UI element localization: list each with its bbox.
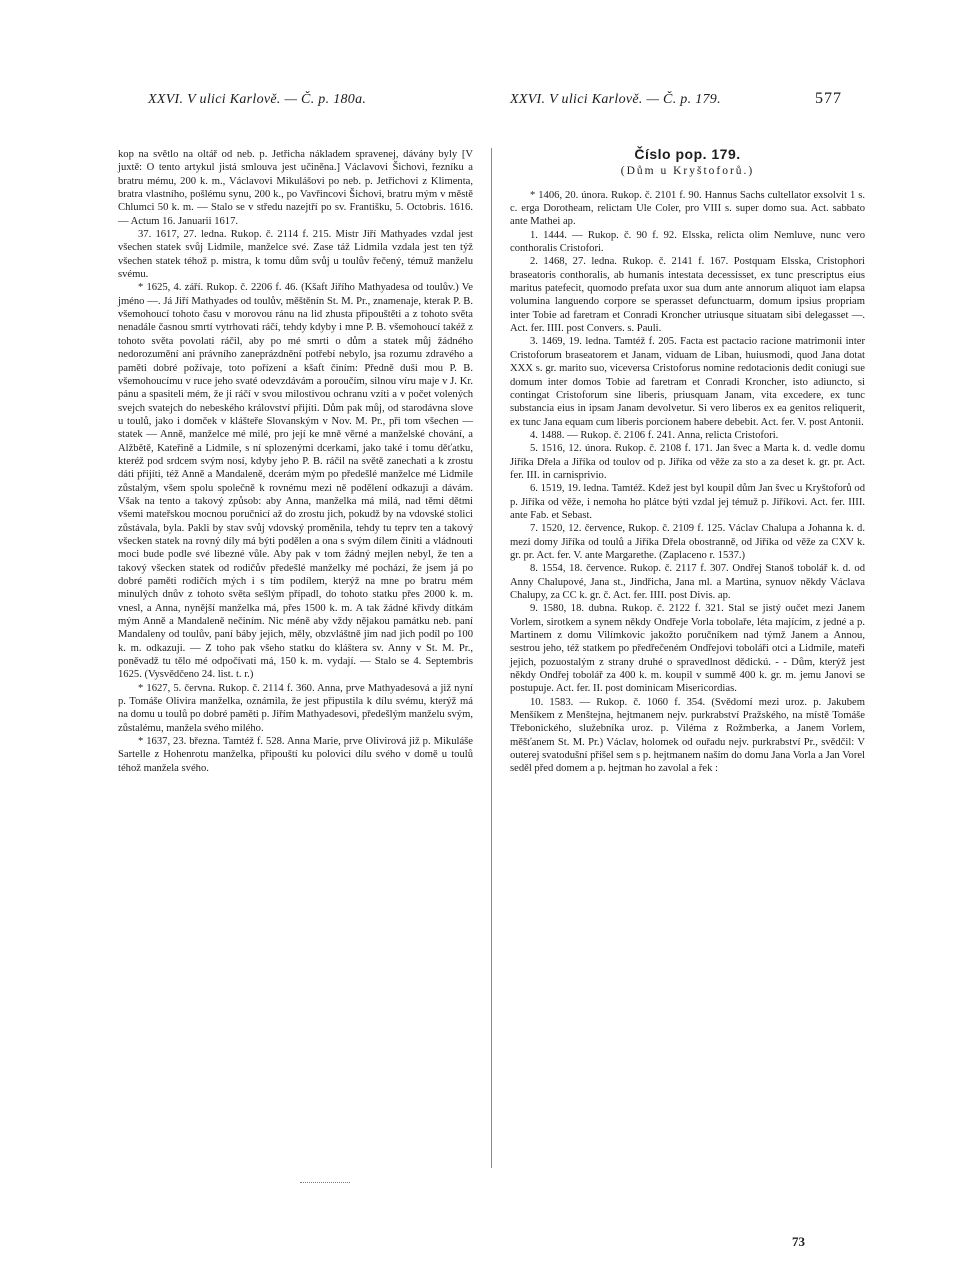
- right-paragraph: 6. 1519, 19. ledna. Tamtéž. Kdež jest byl koupil dům Jan švec u Kryštoforů od p. Jiříka od věže, i nemoha ho plátce býti vzdal jej témuž p. Jiříkovi. Act. fer. IIII. ante Fab. et Sebast.: [510, 483, 865, 521]
- left-paragraph: * 1625, 4. září. Rukop. č. 2206 f. 46. (Kšaft Jiřího Mathyadesa od toulův.) Ve jméno —. Já Jiří Mathyades od toulův, měštěnín St. M. Pr., znamenaje, kterak P. B. všemohoucí tohoto času v morovou ránu na lid zhusta připouštěti a z tohoto světa nenadále časnou smrtí vytrhovati ráčí, tehdy kdyby i mne P. B. všemohoucí takéž z tohoto světa povolati ráčil, aby po mé smrti o dům a statek můj žádného nedorozumění ani právního zaneprázdnění potřebí nebylo, jsa rozumu zdravého a paměti dobré požívaje, toto pořízení a kšaft činím: Předně duši mou P. B. všemohoucímu v ruce jeho svaté odevzdávám a poroučím, silnou víru maje v J. Kr. pánu a spasiteli mém, že ji ráčí v svou milostivou ochranu vzíti a v počet volených svejch svatejch do nebeského království přijíti. Dům pak můj, od starodávna slove u toulů, jako i domček v klášteře Slovanským v Nov. M. Pr., při tom všechen — statek — Anně, manželce mé milé, pro její ke mně věrné a manželské chování, a Alžbětě, Kateřině a Lidmile, s ní splozenými dcerkami, jako také i tomu děťatku, kteréž pod srdcem svým nosí, kdyby jeho P. B. ráčil na světě zanechati a k zrostu dáti přijíti, též Anně a Mandaleně, dcerám mým po předešlé manželce mé Lidmile zůstalým, všem spolu společně k rovnému mezi ně podělení odkazuji a dávám. Však na tento a takový způsob: aby Anna, manželka má milá, nad těmi dětmi všemi mateřskou mocnou poručnicí až do zrostu jich, pokudž by na vdovské stolici zůstávala, byla. Pakli by stav svůj vdovský proměnila, tehdy tu teprv ten a takový všecken statek na rovný díly má býti podělen a ona s svým dílem činiti a vládnouti moci bude podle své libezné vůle. Aby pak v tom žádný mejlen nebyl, že ten a takový všecken statek od rodičův předešlé manželky mé pochází, že jsem já po dobré paměti rodičích mých i s tím podílem, kterýž na mne po bratru mém minulých dnův z tohoto světa sešlým případl, do tohoto statku přes 2000 k. m. vnesl, a Anna, nynější manželka má, přes 1500 k. m. A tak žádné křivdy dítkám mým Anně a Mandaleně nečiním. Nic méně aby vždy nějakou památku neb. paní Mandaleny od toulův, paní báby jejich, měly, obzvláštně jim nad jich podíl po 100 k. m. odkazuji. — Z toho pak všeho statku do kláštera sv. Anny v St. M. Pr., poněvadž tu tělo mé odpočívati má, 150 k. m. vydají. — Stalo se 4. Septembris 1625. (Vysvědčeno 24. list. t. r.): [118, 282, 473, 681]
- running-header-left: XXVI. V ulici Karlově. — Č. p. 180a.: [148, 92, 367, 107]
- right-paragraph: 5. 1516, 12. února. Rukop. č. 2108 f. 171. Jan švec a Marta k. d. vedle domu Jiříka Dřela a Jiříka od toulov od p. Jiříka od věže za sto a za deset k. gr. pr. Act. fer. III. in carnisprivio.: [510, 443, 865, 481]
- right-paragraph: 4. 1488. — Rukop. č. 2106 f. 241. Anna, relicta Cristofori.: [530, 429, 779, 441]
- right-paragraph: 10. 1583. — Rukop. č. 1060 f. 354. (Svědomí mezi uroz. p. Jakubem Menšíkem z Menštejna, hejtmanem nejv. purkrabství Pražského, na místě Tomáše Třebonického, služebníka uroz. p. Viléma z Rožmberka, a Janem Vorlem, měšťanem St. M. Pr.) Václav, holomek od ouřadu nejv. purkrabství Pr., svědčil: V outerej svatodušní přišel sem s p. hejtmanem naším do domu Jana Vorla a Jan Vorel seděl před domem a p. hejtman ho zavolal a řek :: [510, 696, 865, 775]
- right-paragraph: 3. 1469, 19. ledna. Tamtéž f. 205. Facta est pactacio racione matrimonii inter Cristoforum braseatorem et Janam, viduam de Liban, huiusmodi, quod Jana dotat XXX s. gr. marito suo, viceversa Cristoforus nomine redotacionis dedit coniugi sue domum inter domos Tobie ad faretram et Conradi Kroncher, isto adiuncto, si contingat Cristoforum sine liberis, priusquam Janam, vita excedere, ex tunc substancia eius in ipsam Janam devolvetur. Si vero liberos ex ea genitos reliquerit, ex tunc Jana equam cum liberis porcionem habere debebit. Act. fer. V. post Antonii.: [510, 336, 865, 428]
- right-paragraph: 2. 1468, 27. ledna. Rukop. č. 2141 f. 167. Postquam Elsska, Cristophori braseatoris conthoralis, ab humanis intestata decessisset, ex tunc prescriptus eius maritus patefecit, quomodo prefata uxor sua dum ante annorum aliquot iam elapsa volumina languendo corpore se sperasset defunctuarm, domum ipsius propriam inter Tobie ad faretram et Conradi Kroncher utriusque situatam sibi delegasset —. Act. fer. IIII. post Convers. s. Pauli.: [510, 256, 865, 335]
- section-subtitle: (Dům u Kryštoforů.): [620, 165, 755, 178]
- right-paragraph: 1. 1444. — Rukop. č. 90 f. 92. Elsska, relicta olim Nemluve, nunc vero conthoralis Cristofori.: [510, 229, 865, 255]
- left-paragraph: kop na světlo na oltář od neb. p. Jetřicha nákladem spravenej, dávány byly [V juxtě: O tento artykul jistá smlouva jest učiněna.] Václavovi Šichovi, řezníku a bratru mému, 200 k. m., Václavovi Mikulášovi po neb. p. Jetřichovi z Klimenta, bratra vlastního, pošlému synu, 200 k., po Vavřincovi Šichovi, bratru mým v městě Chlumci 50 k. m. — Stalo se v středu nazejtří po sv. Františku, 5. Octobris. 1616. — Actum 16. Januarii 1617.: [118, 149, 473, 227]
- right-paragraph: * 1406, 20. února. Rukop. č. 2101 f. 90. Hannus Sachs cultellator exsolvit 1 s. c. erga Dorotheam, relictam Ule Coler, pro VIII s. super domo sua. Act. sabbato ante Mathei ap.: [510, 189, 865, 228]
- right-paragraph: 7. 1520, 12. července, Rukop. č. 2109 f. 125. Václav Chalupa a Johanna k. d. mezi domy Jiříka od toulů a Jiříka Dřela obostranně, od Jiříka od věže za CXV k. gr. pr. Act. fer. V. ante Margarethe. (Zaplaceno r. 1537.): [510, 523, 865, 561]
- section-title: Číslo pop. 179.: [634, 146, 741, 162]
- page-number: 577: [815, 90, 842, 107]
- right-paragraph: 9. 1580, 18. dubna. Rukop. č. 2122 f. 321. Stal se jistý oučet mezi Janem Vorlem, sirotkem a synem někdy Ondřeje Vorla tobolaře, léta majícím, z jedné a p. Martinem z domu Vilímkovic jakožto poručníkem nad týmž Janem a Annou, sestrou jeho, též statkem po předřečeném Ondřejovi toboláři otci a Lidmile, mateři jejich, pozuostalým z strany druhé o spravedlnost dědickú. - - Dům, kterýž jest někdy Ondřej tobolář za 400 k. m. koupil v summě 400 k. gr. m. jemu Janovi se postupuje. Act. fer. II. post dominicam Misericordias.: [510, 603, 865, 695]
- right-paragraph: 8. 1554, 18. července. Rukop. č. 2117 f. 307. Ondřej Stanoš tobolář k. d. od Anny Chalupové, Jana st., Jindřicha, Jana ml. a Martina, synuov někdy Václava Chalupy, za CC k. gr. č. Act. fer. IIII. post Divis. ap.: [510, 563, 865, 601]
- signature-mark: 73: [792, 1234, 805, 1249]
- running-header-right: XXVI. V ulici Karlově. — Č. p. 179.: [510, 92, 721, 107]
- left-paragraph: 37. 1617, 27. ledna. Rukop. č. 2114 f. 215. Mistr Jiří Mathyades vzdal jest všechen statek svůj Lidmile, manželce své. Zase táž Lidmila vzdala jest ten týž všechen statek téhož p. mistra, k tomu dům svůj u toulův řečený, témuž manželu svému.: [118, 229, 473, 281]
- right-column: [510, 148, 865, 776]
- left-paragraph: * 1627, 5. června. Rukop. č. 2114 f. 360. Anna, prve Mathyadesová a již nyní p. Tomáše Olivira manželka, oznámila, že jest připustila k dílu svému, kterýž má na domu u toulů po dobré paměti p. Jiřím Mathyadesovi, předešlým manželu svým, zůstalému, manžela svého milého.: [118, 682, 473, 734]
- left-column: [118, 148, 473, 775]
- end-separator: [300, 1182, 350, 1184]
- column-divider: [491, 148, 492, 1168]
- left-paragraph: * 1637, 23. března. Tamtéž f. 528. Anna Marie, prve Olivirová již p. Mikuláše Sartelle z Hohenrotu manželka, připouští ku polovici dílu svého v domě u toulů téhož manžela svého.: [118, 736, 473, 774]
